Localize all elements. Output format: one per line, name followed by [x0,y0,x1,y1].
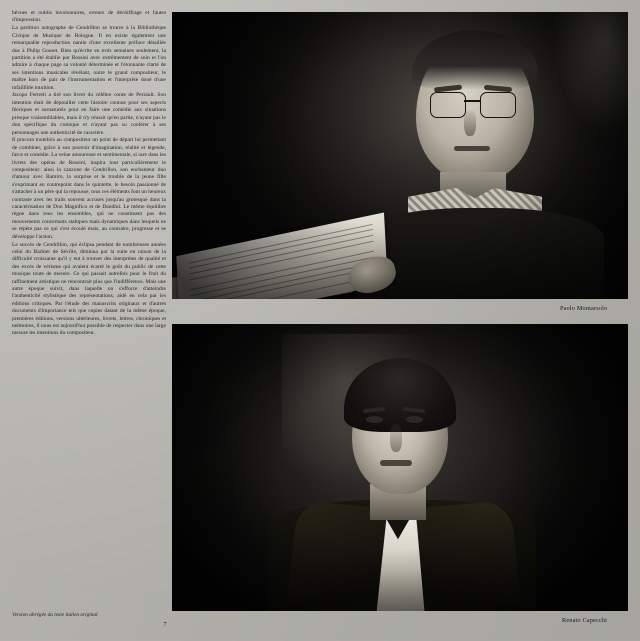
paragraph: bévues et oublis involontaires, erreurs de déchiffrage et fautes d'impression. [12,10,166,24]
paragraph: Le succès de Cendrillon, qui éclipsa pendant de nombreuses années celui du Barbier de Séville, diminua par la suite en raison de la difficulté croissante qu'il y eut à trouver des interprètes de qualité et des excès de vérisme qui avaient écarté le goût du public de cette musique toute de mesure. Ce qui passait autrefois pour le fruit du raffinement artistique ne rencontrait plus que l'indifférence. Mais une autre époque suivit, dans laquelle on s'efforce d'atteindre l'authenticité stylistique des représentations, aidé en cela par les éditions critiques. Par l'étude des manuscrits originaux et d'autres documents d'importance tels que copies datant de la même époque, premières éditions, versions ultérieures, livrets, lettres, chroniques et mémoires, il nous est aujourd'hui possible de respecter dans une large mesure les intentions du compositeur. [12,241,166,337]
body-text-column [12,10,166,610]
photo-vignette [172,12,628,299]
photo-vignette [172,324,628,611]
paragraph: Il procura toutefois au compositeur un point de départ lui permettant de combiner, grâce à son pouvoir d'imagination, réalité et légende, farce et comédie. La veine amoureuse et sentimentale, si rare dans les livrets des opéras de Rossini, inspira tout particulièrement le compositeur: ainsi la canzone de Cendrillon, son enchanteur duo d'amour avec Ramiro, la surprise et le trouble de la jeune fille s'exprimant en contrepoint dans le quintette, le besoin passionné de s'attacher à un père qui la repousse, tous ces éléments font un heureux contraste avec les traits souvent accusés jusqu'au grotesque dans la caractérisation de Don Magnifico et de Dandini. Le même équilibre règne dans tous les ensembles, qui ne constituent pas des mouvements concertants statiques mais dynamiques dans lesquels ne se répète pas ce qui s'est écoulé mais, au contraire, progresse et se développe l'action. [12,137,166,240]
photo-caption-top: Paolo Montarsolo [560,305,608,312]
photo-caption-bottom: Renato Capecchi [562,617,608,624]
footnote: Version abrégée du texte italien original [12,612,98,618]
paragraph: Jacopo Ferretti a tiré son livret du célèbre conte de Perrault. Son intention était de dépouiller cette histoire connue pour ses aspects féeriques et surnaturels pour en faire une comédie aux situations presque vraisemblables, mais il n'y réussit qu'en partie, n'ayant pas le don spécifique du comique et n'ayant pas su conférer à ses personnages une authenticité de caractère. [12,92,166,136]
photo-renato-capecchi [172,324,628,611]
page-number: 7 [163,622,167,628]
photo-paolo-montarsolo [172,12,628,299]
paragraph: La partition autographe de Cendrillon se trouve à la Bibliothèque Civique de Musique de Bologne. Il en existe également une remarquable reproduction nantie d'une excellente préface détaillée due à Philip Gosset. Bien qu'écrite en trois semaines seulement, la partition a été établie par Rossini avec extrêmement de soin et l'on admire à chaque page sa volonté déterminée et l'étonnante clarté de ses intentions musicales révélant, outre le grand compositeur, le maître hors de pair de l'instrumentation et l'interprète doué d'une infaillible intuition. [12,25,166,91]
